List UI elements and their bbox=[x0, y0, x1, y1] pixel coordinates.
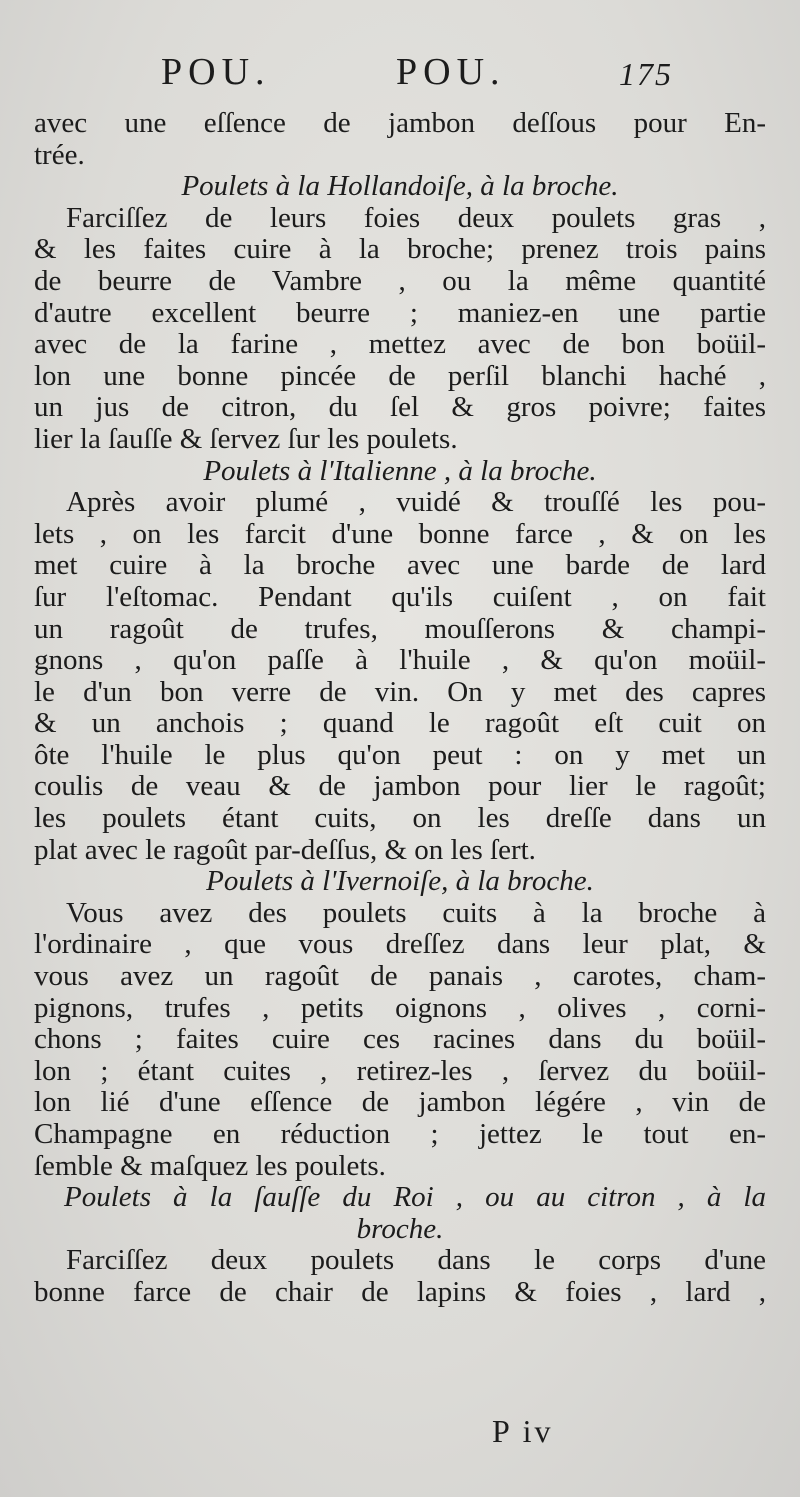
text-line: le d'un bon verre de vin. On y met des capres bbox=[34, 675, 766, 708]
text-line: lon lié d'une eſſence de jambon légére , vin de bbox=[34, 1086, 766, 1119]
recipe-heading-ivernoise: Poulets à l'Ivernoiſe, à la broche. bbox=[206, 865, 594, 898]
paragraph-4 bbox=[34, 898, 766, 1182]
text-line: un jus de citron, du ſel & gros poivre; faites bbox=[34, 391, 766, 424]
signature-mark: P iv bbox=[492, 1413, 554, 1449]
text-line: l'ordinaire , que vous dreſſez dans leur plat, & bbox=[34, 928, 766, 961]
recipe-heading-hollandoise: Poulets à la Hollandoiſe, à la broche. bbox=[181, 170, 619, 203]
text-line: chons ; faites cuire ces racines dans du boüil- bbox=[34, 1023, 766, 1056]
text-line: Vous avez des poulets cuits à la broche à bbox=[66, 896, 766, 929]
text-line: Farciſſez de leurs foies deux poulets gras , bbox=[66, 201, 766, 234]
running-head-right: POU. bbox=[396, 51, 506, 93]
recipe-heading-italienne: Poulets à l'Italienne , à la broche. bbox=[203, 454, 597, 487]
text-line: lets , on les farcit d'une bonne farce , & on les bbox=[34, 517, 766, 550]
text-line: trée. bbox=[34, 138, 85, 171]
text-line: Farciſſez deux poulets dans le corps d'une bbox=[66, 1244, 766, 1277]
text-line: d'autre excellent beurre ; maniez-en une partie bbox=[34, 296, 766, 329]
text-line: & les faites cuire à la broche; prenez trois pains bbox=[34, 233, 766, 266]
heading-line: Poulets à la ſauſſe du Roi , ou au citron , à la bbox=[64, 1181, 766, 1214]
paragraph-5 bbox=[34, 1245, 766, 1308]
text-line: bonne farce de chair de lapins & foies , lard , bbox=[34, 1275, 766, 1308]
text-line: un ragoût de trufes, mouſſerons & champi- bbox=[34, 612, 766, 645]
running-head-left: POU. bbox=[161, 51, 271, 93]
paragraph-2 bbox=[34, 203, 766, 456]
running-head bbox=[34, 50, 766, 108]
text-line: pignons, trufes , petits oignons , olives , corni- bbox=[34, 991, 766, 1024]
text-line: ſur l'eſtomac. Pendant qu'ils cuiſent , on fait bbox=[34, 580, 766, 613]
text-line: ôte l'huile le plus qu'on peut : on y met un bbox=[34, 738, 766, 771]
text-line: ſemble & maſquez les poulets. bbox=[34, 1149, 386, 1182]
paragraph-3 bbox=[34, 487, 766, 866]
text-line: avec de la farine , mettez avec de bon boüil- bbox=[34, 328, 766, 361]
text-line: met cuire à la broche avec une barde de lard bbox=[34, 549, 766, 582]
heading-line: broche. bbox=[356, 1212, 444, 1245]
text-line: avec une eſſence de jambon deſſous pour En- bbox=[34, 107, 766, 139]
text-line: les poulets étant cuits, on les dreſſe dans un bbox=[34, 802, 766, 835]
text-line: coulis de veau & de jambon pour lier le ragoût; bbox=[34, 770, 766, 803]
page-text bbox=[34, 108, 766, 1309]
text-line: lier la ſauſſe & ſervez ſur les poulets. bbox=[34, 422, 458, 455]
text-line: plat avec le ragoût par-deſſus, & on les ſert. bbox=[34, 833, 536, 866]
text-line: vous avez un ragoût de panais , carotes, cham- bbox=[34, 960, 766, 993]
text-line: de beurre de Vambre , ou la même quantité bbox=[34, 264, 766, 297]
text-line: lon ; étant cuites , retirez-les , ſervez du boüil- bbox=[34, 1054, 766, 1087]
text-line: lon une bonne pincée de perſil blanchi haché , bbox=[34, 359, 766, 392]
text-line: & un anchois ; quand le ragoût eſt cuit on bbox=[34, 707, 766, 740]
text-line: Champagne en réduction ; jettez le tout en- bbox=[34, 1118, 766, 1150]
paragraph-1 bbox=[34, 108, 766, 171]
text-line: Après avoir plumé , vuidé & trouſſé les pou- bbox=[66, 486, 766, 519]
recipe-heading-sausse-du-roi bbox=[34, 1182, 766, 1245]
text-line: gnons , qu'on paſſe à l'huile , & qu'on moüil- bbox=[34, 644, 766, 677]
page-number: 175 bbox=[619, 56, 673, 92]
